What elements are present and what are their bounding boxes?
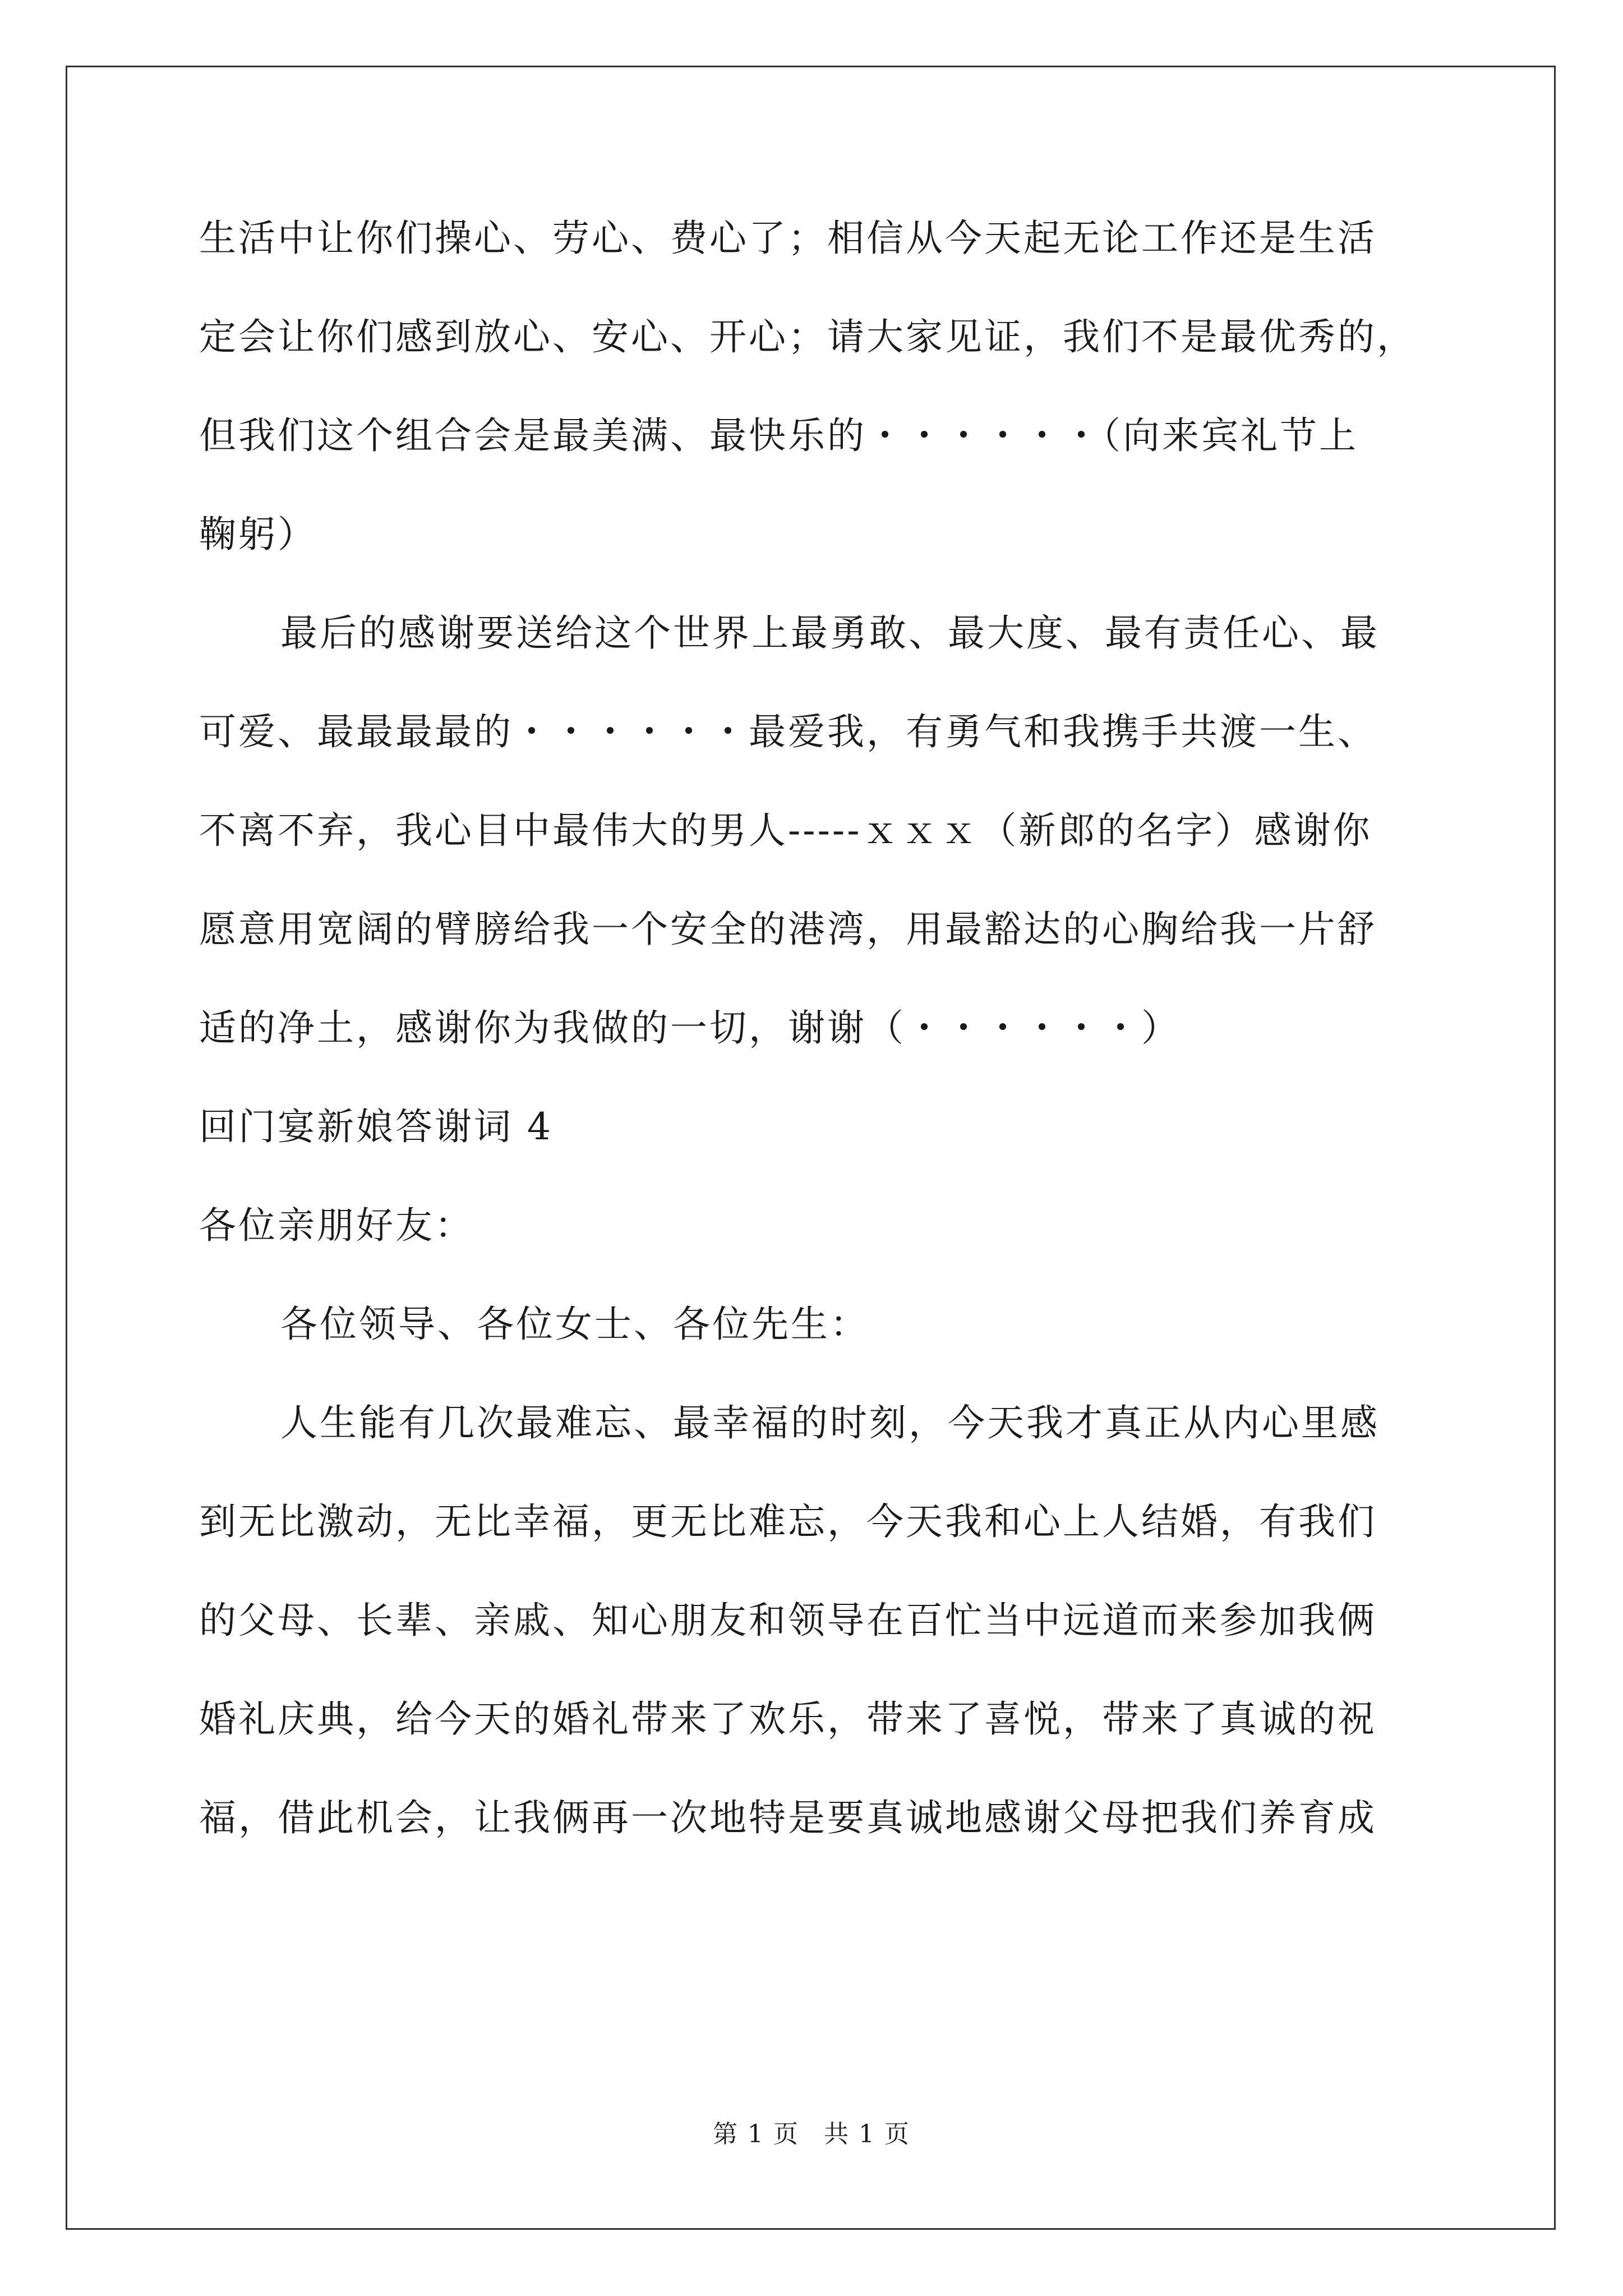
text-line: 但我们这个组合会是最美满、最快乐的・・・・・・（向来宾礼节上 (199, 414, 1358, 457)
text-line: 生活中让你们操心、劳心、费心了；相信从今天起无论工作还是生活 (199, 217, 1377, 260)
section-heading: 回门宴新娘答谢词 4 (199, 1105, 553, 1148)
text-line: 鞠躬） (199, 513, 317, 556)
text-line: 到无比激动，无比幸福，更无比难忘，今天我和心上人结婚，有我们 (199, 1500, 1377, 1543)
text-line: 愿意用宽阔的臂膀给我一个安全的港湾，用最豁达的心胸给我一片舒 (199, 908, 1377, 951)
page-number: 第 1 页 (713, 2120, 799, 2148)
text-line: 人生能有几次最难忘、最幸福的时刻，今天我才真正从内心里感 (280, 1401, 1380, 1444)
page-total: 共 1 页 (824, 2120, 910, 2148)
salutation: 各位亲朋好友： (199, 1204, 474, 1247)
text-line: 最后的感谢要送给这个世界上最勇敢、最大度、最有责任心、最 (280, 611, 1380, 655)
text-line: 婚礼庆典，给今天的婚礼带来了欢乐，带来了喜悦，带来了真诚的祝 (199, 1697, 1377, 1741)
text-line: 福，借此机会，让我俩再一次地特是要真诚地感谢父母把我们养育成 (199, 1796, 1377, 1839)
page-footer (0, 2118, 1623, 2151)
text-line: 适的净土，感谢你为我做的一切，谢谢（・・・・・・） (199, 1006, 1181, 1050)
salutation: 各位领导、各位女士、各位先生： (280, 1303, 869, 1346)
text-line: 的父母、长辈、亲戚、知心朋友和领导在百忙当中远道而来参加我俩 (199, 1599, 1377, 1642)
text-line: 不离不弃，我心目中最伟大的男人-----ｘｘｘ（新郎的名字）感谢你 (199, 809, 1372, 852)
text-line: 定会让你们感到放心、安心、开心；请大家见证，我们不是最优秀的， (199, 315, 1416, 358)
text-line: 可爱、最最最最的・・・・・・最爱我，有勇气和我携手共渡一生、 (199, 710, 1377, 753)
